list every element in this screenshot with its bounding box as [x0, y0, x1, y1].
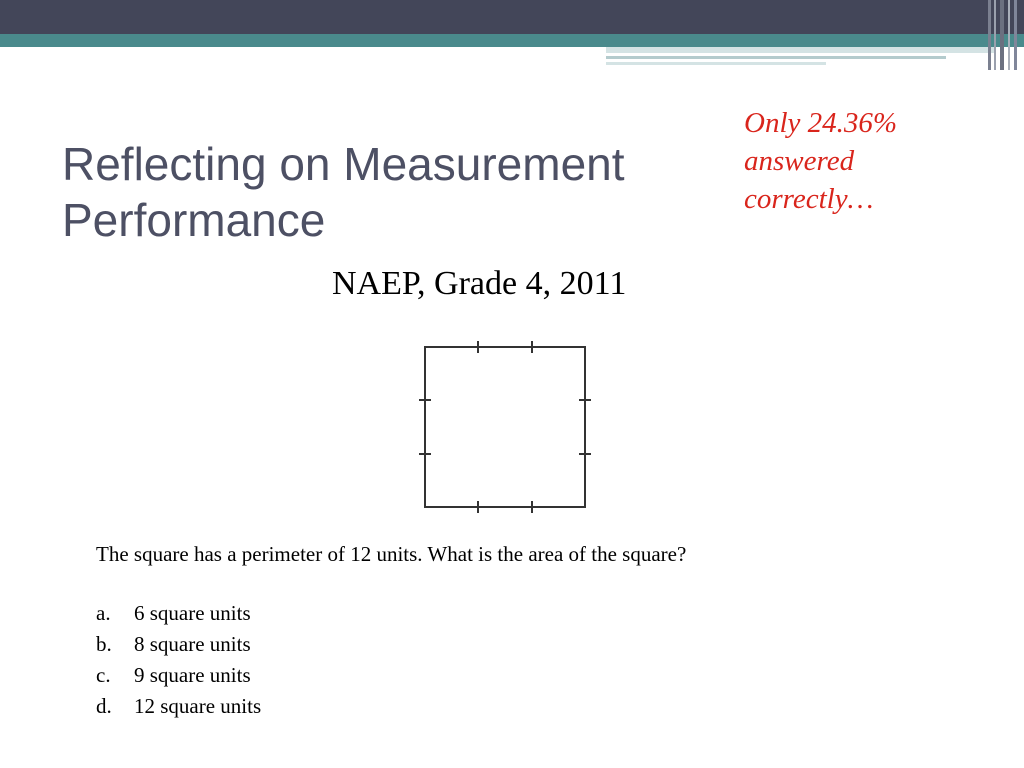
answer-options	[96, 598, 261, 722]
result-note	[744, 104, 984, 218]
option-text: 8 square units	[134, 632, 251, 656]
answer-option	[96, 598, 261, 629]
header-side-stripes	[984, 0, 1024, 70]
option-letter: c.	[96, 663, 111, 687]
header-teal-band	[0, 34, 1024, 47]
slide-subtitle: NAEP, Grade 4, 2011	[332, 265, 627, 302]
square-outline	[425, 347, 585, 507]
slide-title	[62, 136, 722, 248]
option-text: 9 square units	[134, 663, 251, 687]
option-letter: a.	[96, 601, 111, 625]
answer-option	[96, 629, 261, 660]
result-note-line: answered	[744, 145, 855, 177]
slide-title-line: Reflecting on Measurement	[62, 138, 625, 190]
header-accent-line	[606, 56, 946, 59]
result-note-line: Only 24.36%	[744, 107, 898, 139]
option-text: 12 square units	[134, 694, 262, 718]
option-letter: d.	[96, 694, 112, 718]
header-accent-line	[606, 62, 826, 65]
square-figure	[414, 336, 598, 520]
answer-option	[96, 660, 261, 691]
option-letter: b.	[96, 632, 112, 656]
answer-option	[96, 691, 261, 722]
header-accent-line	[606, 47, 996, 53]
result-note-line: correctly…	[744, 183, 874, 215]
slide-title-line: Performance	[62, 194, 326, 246]
question-text: The square has a perimeter of 12 units. What is the area of the square?	[96, 542, 687, 566]
option-text: 6 square units	[134, 601, 251, 625]
header-dark-band	[0, 0, 1024, 34]
